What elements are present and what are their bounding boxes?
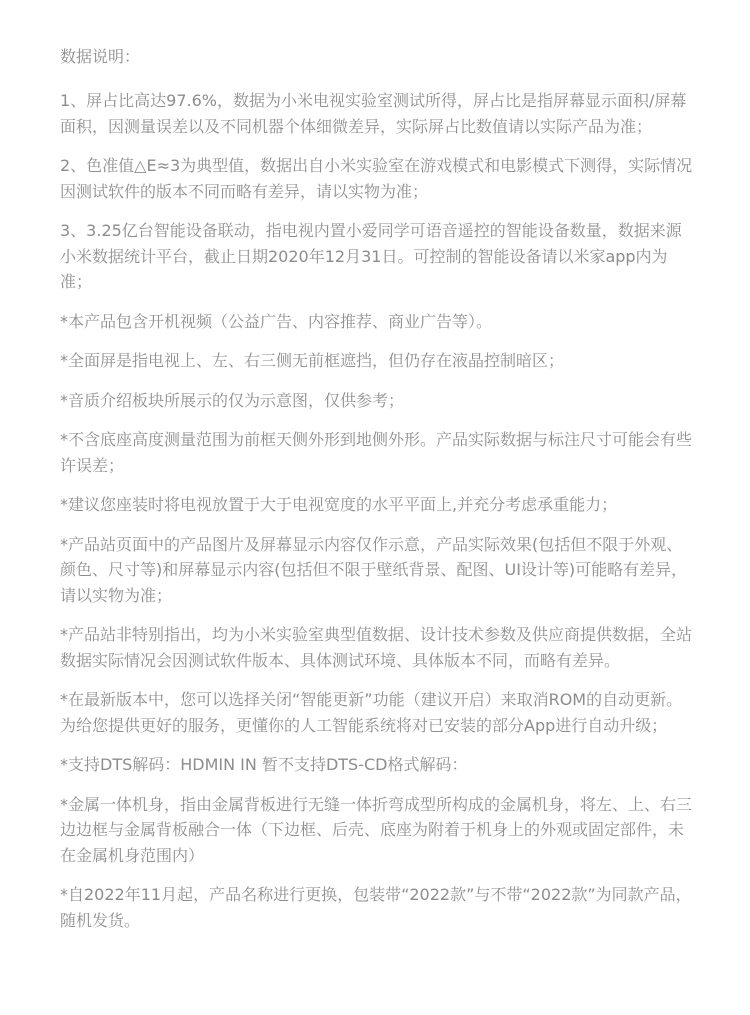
note-lab-data: *产品站非特别指出，均为小米实验室典型值数据、设计技术参数及供应商提供数据，全站数据实际情况会因测试软件版本、具体测试环境、具体版本不同，而略有差异。: [60, 625, 693, 670]
note-dts-decoding: *支持DTS解码：HDMIN IN 暂不支持DTS-CD格式解码：: [60, 755, 468, 774]
note-product-rename: *自2022年11月起，产品名称进行更换，包装带“2022款”与不带“2022款”为同款产品，随机发货。: [60, 885, 692, 930]
note-screen-ratio: 1、屏占比高达97.6%，数据为小米电视实验室测试所得，屏占比是指屏幕显示面积/屏幕面积，因测量误差以及不同机器个体细微差异，实际屏占比数值请以实际产品为准；: [60, 91, 687, 136]
note-audio-illustration: *音质介绍板块所展示的仅为示意图，仅供参考；: [60, 390, 405, 410]
note-smart-update: *在最新版本中，您可以选择关闭“智能更新”功能（建议开启）来取消ROM的自动更新。为给您提供更好的服务，更懂你的人工智能系统将对已安装的部分App进行自动升级；: [60, 690, 683, 735]
note-smart-devices: 3、3.25亿台智能设备联动，指电视内置小爱同学可语音遥控的智能设备数量，数据来源小米数据统计平台，截止日期2020年12月31日。可控制的智能设备请以米家app内为准；: [60, 221, 682, 291]
notes-list: [60, 88, 694, 933]
note-full-screen: *全面屏是指电视上、左、右三侧无前框遮挡，但仍存在液晶控制暗区；: [60, 351, 565, 370]
note-height-measurement: *不含底座高度测量范围为前框天侧外形到地侧外形。产品实际数据与标注尺寸可能会有些许误差；: [60, 430, 693, 475]
note-placement-advice: *建议您座装时将电视放置于大于电视宽度的水平平面上,并充分考虑承重能力；: [60, 495, 618, 514]
document-heading: 数据说明：: [60, 47, 141, 66]
note-metal-body: *金属一体机身，指由金属背板进行无缝一体折弯成型所构成的金属机身，将左、上、右三边边框与金属背板融合一体（下边框、后壳、底座为附着于机身上的外观或固定部件，未在金属机身范围内）: [60, 794, 693, 865]
note-color-accuracy: 2、色准值△E≈3为典型值，数据出自小米实验室在游戏模式和电影模式下测得，实际情况因测试软件的版本不同而略有差异，请以实物为准；: [60, 156, 693, 201]
note-image-disclaimer: *产品站页面中的产品图片及屏幕显示内容仅作示意，产品实际效果(包括但不限于外观、颜色、尺寸等)和屏幕显示内容(包括但不限于壁纸背景、配图、UI设计等)可能略有差异，请以实物为准；: [60, 534, 688, 605]
note-boot-video: *本产品包含开机视频（公益广告、内容推荐、商业广告等）。: [60, 311, 493, 331]
disclaimer-document: [60, 44, 694, 947]
